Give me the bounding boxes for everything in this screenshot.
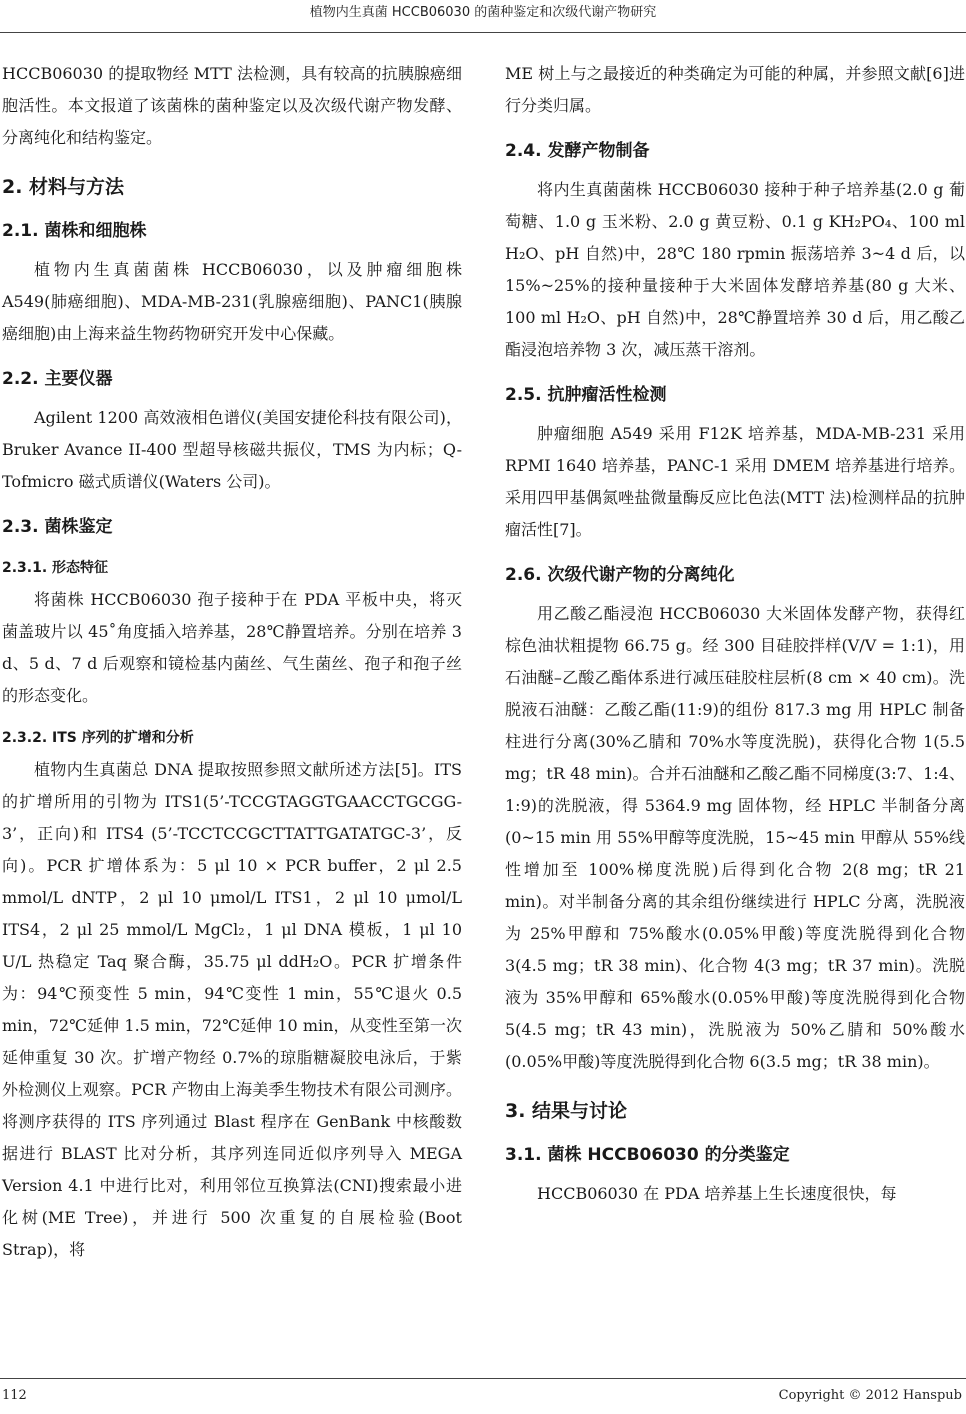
section-2-4-heading: 2.4. 发酵产物制备: [505, 141, 650, 161]
section-2-6-text: 用乙酸乙酯浸泡 HCCB06030 大米固体发酵产物，获得红棕色油状粗提物 66.75 g。经 300 目硅胶拌样(V/V = 1:1)，用石油醚–乙酸乙酯体系进行减压硅胶柱层析(8 cm × 40 cm)。洗脱液石油醚：乙酸乙酯(11:9)的组份 817.3 mg 用 HPLC 制备柱进行分离(30%乙腈和 70%水等度洗脱)，获得化合物 1(5.5 mg；tR 48 min)。合并石油醚和乙酸乙酯不同梯度(3:7、1:4、1:9)的洗脱液，得 5364.9 mg 固体物，经 HPLC 半制备分离(0~15 min 用 55%甲醇等度洗脱，15~45 min 甲醇从 55%线性增加至 100%梯度洗脱)后得到化合物 2(8 mg；tR 21 min)。对半制备分离的其余组份继续进行 HPLC 分离，洗脱液为 25%甲醇和 75%酸水(0.05%甲酸)等度洗脱得到化合物 3(4.5 mg；tR 38 min)、化合物 4(3 mg；tR 37 min)。洗脱液为 35%甲醇和 65%酸水(0.05%甲酸)等度洗脱得到化合物 5(4.5 mg；tR 43 min)，洗脱液为 50%乙腈和 50%酸水(0.05%甲酸)等度洗脱得到化合物 6(3.5 mg；tR 38 min)。: [505, 604, 965, 1071]
section-2-3-2-text: 植物内生真菌总 DNA 提取按照参照文献所述方法[5]。ITS 的扩增所用的引物为 ITS1(5’-TCCGTAGGTGAACCTGCGG-3’，正向)和 ITS4 (5’-TCCTCCGCTTATTGATATGC-3’，反向)。PCR 扩增体系为：5 μl 10 × PCR buffer，2 μl 2.5 mmol/L dNTP，2 μl 10 μmol/L ITS1，2 μl 10 μmol/L ITS4，2 μl 25 mmol/L MgCl₂，1 μl DNA 模板，1 μl 10 U/L 热稳定 Taq 聚合酶，35.75 μl ddH₂O。PCR 扩增条件为：94℃预变性 5 min，94℃变性 1 min，55℃退火 0.5 min，72℃延伸 1.5 min，72℃延伸 10 min，从变性至第一次延伸重复 30 次。扩增产物经 0.7%的琼脂糖凝胶电泳后，于紫外检测仪上观察。PCR 产物由上海美季生物技术有限公司测序。将测序获得的 ITS 序列通过 Blast 程序在 GenBank 中核酸数据进行 BLAST 比对分析，其序列连同近似序列导入 MEGA Version 4.1 中进行比对，利用邻位互换算法(CNI)搜索最小进化树(ME Tree)，并进行 500 次重复的自展检验(Boot Strap)，将: [2, 760, 462, 1259]
footer-rule: [0, 1378, 966, 1379]
section-2-3-1-text: 将菌株 HCCB06030 孢子接种于在 PDA 平板中央，将灭菌盖玻片以 45˚角度插入培养基，28℃静置培养。分别在培养 3 d、5 d、7 d 后观察和镜检基内菌丝、气生菌丝、孢子和孢子丝的形态变化。: [2, 590, 462, 705]
copyright-notice: Copyright © 2012 Hanspub: [778, 1388, 962, 1403]
section-2-3-2-heading: 2.3.2. ITS 序列的扩增和分析: [2, 730, 194, 746]
section-2-2-heading: 2.2. 主要仪器: [2, 369, 113, 389]
header-rule: [0, 32, 966, 33]
section-2-1-heading: 2.1. 菌株和细胞株: [2, 221, 147, 241]
section-2-3-1-heading: 2.3.1. 形态特征: [2, 560, 109, 576]
section-3-1-heading: 3.1. 菌株 HCCB06030 的分类鉴定: [505, 1145, 790, 1165]
continued-paragraph: ME 树上与之最接近的种类确定为可能的种属，并参照文献[6]进行分类归属。: [505, 64, 965, 115]
section-2-1-text: 植物内生真菌菌株 HCCB06030，以及肿瘤细胞株 A549(肺癌细胞)、MDA-MB-231(乳腺癌细胞)、PANC1(胰腺癌细胞)由上海来益生物药物研究开发中心保藏。: [2, 260, 462, 343]
section-2-heading: 2. 材料与方法: [2, 176, 125, 198]
section-2-4-text: 将内生真菌菌株 HCCB06030 接种于种子培养基(2.0 g 葡萄糖、1.0 g 玉米粉、2.0 g 黄豆粉、0.1 g KH₂PO₄、100 ml H₂O、pH 自然)中，28℃ 180 rpmin 振荡培养 3~4 d 后，以 15%~25%的接种量接种于大米固体发酵培养基(80 g 大米、100 ml H₂O、pH 自然)中，28℃静置培养 30 d 后，用乙酸乙酯浸泡培养物 3 次，减压蒸干溶剂。: [505, 180, 965, 359]
section-2-2-text: Agilent 1200 高效液相色谱仪(美国安捷伦科技有限公司)，Bruker Avance II-400 型超导核磁共振仪，TMS 为内标；Q-Tofmicro 磁式质谱仪(Waters 公司)。: [2, 408, 462, 491]
section-2-3-heading: 2.3. 菌株鉴定: [2, 517, 113, 537]
page-footer: [0, 1378, 966, 1414]
section-2-5-heading: 2.5. 抗肿瘤活性检测: [505, 385, 667, 405]
left-column: [2, 58, 462, 1266]
section-2-5-text: 肿瘤细胞 A549 采用 F12K 培养基，MDA-MB-231 采用 RPMI 1640 培养基，PANC-1 采用 DMEM 培养基进行培养。采用四甲基偶氮唑盐微量酶反应比色法(MTT 法)检测样品的抗肿瘤活性[7]。: [505, 424, 965, 539]
page-number: 112: [2, 1388, 27, 1403]
right-column: [505, 58, 965, 1210]
running-header: 植物内生真菌 HCCB06030 的菌种鉴定和次级代谢产物研究: [309, 5, 657, 20]
section-3-1-text: HCCB06030 在 PDA 培养基上生长速度很快，每: [537, 1184, 897, 1203]
intro-paragraph: HCCB06030 的提取物经 MTT 法检测，具有较高的抗胰腺癌细胞活性。本文报道了该菌株的菌种鉴定以及次级代谢产物发酵、分离纯化和结构鉴定。: [2, 64, 462, 147]
section-3-heading: 3. 结果与讨论: [505, 1100, 628, 1122]
section-2-6-heading: 2.6. 次级代谢产物的分离纯化: [505, 565, 735, 585]
